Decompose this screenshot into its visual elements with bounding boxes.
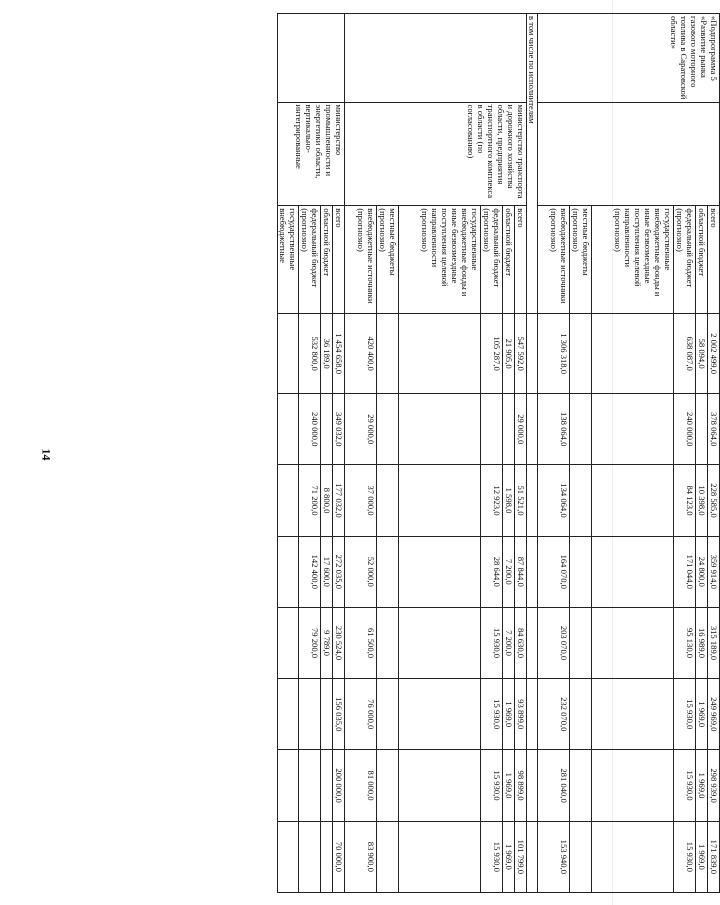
year-value-cell: 1 969,0: [696, 750, 708, 821]
year-value-cell: 8 800,0: [321, 465, 333, 536]
year-value-cell: 298 939,0: [708, 750, 720, 821]
total-value-cell: [399, 314, 481, 394]
year-value-cell: 29 000,0: [515, 394, 527, 465]
empty-cell: [527, 679, 538, 750]
year-value-cell: [592, 821, 674, 892]
year-value-cell: [278, 821, 299, 892]
executor-cell: министерство промышленности и энергетики области, вертикально-интегрированные: [278, 102, 345, 206]
year-value-cell: 249 969,0: [708, 679, 720, 750]
year-value-cell: 61 500,0: [345, 607, 377, 678]
total-value-cell: 547 592,0: [515, 314, 527, 394]
year-value-cell: 70 000,0: [333, 821, 345, 892]
empty-cell: [527, 536, 538, 607]
year-value-cell: 378 064,0: [708, 394, 720, 465]
funding-source-cell: государственные внебюджетные: [278, 206, 299, 314]
year-value-cell: [570, 465, 592, 536]
year-value-cell: 93 899,0: [515, 679, 527, 750]
year-value-cell: [570, 821, 592, 892]
executors-header: в том числе по исполнителям: [527, 14, 538, 314]
year-value-cell: 171 839,0: [708, 821, 720, 892]
year-value-cell: [399, 394, 481, 465]
year-value-cell: [399, 821, 481, 892]
year-value-cell: [592, 465, 674, 536]
funding-source-cell: областной бюджет: [503, 206, 515, 314]
year-value-cell: [377, 465, 399, 536]
funding-source-cell: областной бюджет: [321, 206, 333, 314]
budget-table-sheet: [270, 13, 720, 893]
year-value-cell: 37 000,0: [345, 465, 377, 536]
year-value-cell: 142 400,0: [299, 536, 321, 607]
year-value-cell: [321, 750, 333, 821]
year-value-cell: [278, 394, 299, 465]
year-value-cell: 52 000,0: [345, 536, 377, 607]
budget-table-body: [278, 14, 720, 893]
year-value-cell: [592, 536, 674, 607]
year-value-cell: [321, 821, 333, 892]
year-value-cell: [299, 821, 321, 892]
year-value-cell: [696, 394, 708, 465]
empty-cell: [527, 394, 538, 465]
funding-source-cell: федеральный бюджет (прогнозно): [674, 206, 696, 314]
year-value-cell: 15 930,0: [674, 750, 696, 821]
total-value-cell: [377, 314, 399, 394]
executor-cell: министерство транспорта и дорожного хозяйства области, предприятия транспортного комплекса в области (по согласованию): [345, 102, 527, 206]
table-row: [708, 14, 720, 893]
year-value-cell: 84 123,0: [674, 465, 696, 536]
funding-source-cell: всего: [515, 206, 527, 314]
year-value-cell: 1 969,0: [503, 679, 515, 750]
year-value-cell: 240 000,0: [674, 394, 696, 465]
year-value-cell: [399, 465, 481, 536]
year-value-cell: 171 044,0: [674, 536, 696, 607]
year-value-cell: 349 032,0: [333, 394, 345, 465]
year-value-cell: 7 200,0: [503, 536, 515, 607]
year-value-cell: [321, 394, 333, 465]
program-name-cell: [278, 14, 345, 103]
year-value-cell: [278, 679, 299, 750]
funding-source-cell: государственные внебюджетные фонды и иные безвозмездные поступления целевой направленности (прогнозно): [399, 206, 481, 314]
funding-source-cell: федеральный бюджет (прогнозно): [299, 206, 321, 314]
year-value-cell: 200 000,0: [333, 750, 345, 821]
year-value-cell: 15 930,0: [481, 679, 503, 750]
year-value-cell: [377, 394, 399, 465]
year-value-cell: [592, 607, 674, 678]
year-value-cell: 83 900,0: [345, 821, 377, 892]
year-value-cell: [570, 679, 592, 750]
year-value-cell: [278, 536, 299, 607]
year-value-cell: [399, 750, 481, 821]
year-value-cell: 29 000,0: [345, 394, 377, 465]
year-value-cell: [399, 679, 481, 750]
year-value-cell: 153 940,0: [538, 821, 570, 892]
year-value-cell: [399, 607, 481, 678]
year-value-cell: 95 130,0: [674, 607, 696, 678]
year-value-cell: 1 598,0: [503, 465, 515, 536]
year-value-cell: 7 200,0: [503, 607, 515, 678]
year-value-cell: 71 200,0: [299, 465, 321, 536]
year-value-cell: 232 070,0: [538, 679, 570, 750]
year-value-cell: 101 799,0: [515, 821, 527, 892]
year-value-cell: 15 930,0: [481, 821, 503, 892]
year-value-cell: [278, 607, 299, 678]
funding-source-cell: местные бюджеты (прогнозно): [570, 206, 592, 314]
year-value-cell: 15 930,0: [674, 679, 696, 750]
program-name-cell: «Подпрограмма 5 «Развитие рынка газового моторного топлива в Саратовской области»: [538, 14, 720, 103]
year-value-cell: 24 800,0: [696, 536, 708, 607]
year-value-cell: 15 930,0: [481, 750, 503, 821]
empty-cell: [527, 750, 538, 821]
funding-source-cell: внебюджетные источники (прогнозно): [345, 206, 377, 314]
year-value-cell: 1 969,0: [696, 679, 708, 750]
year-value-cell: [299, 679, 321, 750]
total-value-cell: 58 094,0: [696, 314, 708, 394]
year-value-cell: 15 930,0: [481, 607, 503, 678]
year-value-cell: 10 398,0: [696, 465, 708, 536]
total-value-cell: 420 400,0: [345, 314, 377, 394]
year-value-cell: 272 035,0: [333, 536, 345, 607]
year-value-cell: 1 969,0: [503, 821, 515, 892]
year-value-cell: 9 789,0: [321, 607, 333, 678]
total-value-cell: [278, 314, 299, 394]
empty-cell: [527, 821, 538, 892]
executor-cell: [538, 102, 720, 206]
total-value-cell: [592, 314, 674, 394]
year-value-cell: [377, 821, 399, 892]
year-value-cell: [321, 679, 333, 750]
year-value-cell: [377, 536, 399, 607]
year-value-cell: [570, 536, 592, 607]
year-value-cell: 79 200,0: [299, 607, 321, 678]
year-value-cell: 1 969,0: [696, 821, 708, 892]
funding-source-cell: всего: [333, 206, 345, 314]
total-value-cell: 21 905,0: [503, 314, 515, 394]
year-value-cell: [377, 607, 399, 678]
year-value-cell: [377, 679, 399, 750]
year-value-cell: [570, 750, 592, 821]
year-value-cell: 134 064,0: [538, 465, 570, 536]
funding-source-cell: федеральный бюджет (прогнозно): [481, 206, 503, 314]
year-value-cell: [278, 750, 299, 821]
year-value-cell: 177 032,0: [333, 465, 345, 536]
year-value-cell: 315 189,0: [708, 607, 720, 678]
year-value-cell: [503, 394, 515, 465]
year-value-cell: [299, 750, 321, 821]
year-value-cell: 98 899,0: [515, 750, 527, 821]
year-value-cell: [592, 394, 674, 465]
funding-source-cell: внебюджетные источники (прогнозно): [538, 206, 570, 314]
year-value-cell: 164 070,0: [538, 536, 570, 607]
program-name-cell: [345, 14, 527, 103]
executors-header-row: [527, 14, 538, 893]
total-value-cell: 105 287,0: [481, 314, 503, 394]
funding-source-cell: всего: [708, 206, 720, 314]
year-value-cell: 12 923,0: [481, 465, 503, 536]
year-value-cell: 156 035,0: [333, 679, 345, 750]
year-value-cell: 51 521,0: [515, 465, 527, 536]
year-value-cell: 138 064,0: [538, 394, 570, 465]
total-value-cell: 2 002 499,0: [708, 314, 720, 394]
empty-cell: [527, 465, 538, 536]
empty-cell: [527, 314, 538, 394]
page-number: 14: [39, 448, 54, 461]
table-row: [333, 14, 345, 893]
funding-source-cell: местные бюджеты (прогнозно): [377, 206, 399, 314]
year-value-cell: 228 585,0: [708, 465, 720, 536]
budget-table: [277, 13, 720, 893]
year-value-cell: 84 630,0: [515, 607, 527, 678]
year-value-cell: 203 070,0: [538, 607, 570, 678]
year-value-cell: 1 969,0: [503, 750, 515, 821]
year-value-cell: [592, 750, 674, 821]
total-value-cell: 36 189,0: [321, 314, 333, 394]
empty-cell: [527, 607, 538, 678]
year-value-cell: 87 844,0: [515, 536, 527, 607]
table-row: [515, 14, 527, 893]
year-value-cell: 15 930,0: [674, 821, 696, 892]
year-value-cell: 76 000,0: [345, 679, 377, 750]
funding-source-cell: государственные внебюджетные фонды и иные безвозмездные поступления целевой направленности (прогнозно): [592, 206, 674, 314]
year-value-cell: 281 040,0: [538, 750, 570, 821]
year-value-cell: [399, 536, 481, 607]
total-value-cell: 638 087,0: [674, 314, 696, 394]
funding-source-cell: областной бюджет: [696, 206, 708, 314]
year-value-cell: [570, 607, 592, 678]
year-value-cell: 230 524,0: [333, 607, 345, 678]
year-value-cell: [481, 394, 503, 465]
total-value-cell: [570, 314, 592, 394]
total-value-cell: 532 800,0: [299, 314, 321, 394]
year-value-cell: [377, 750, 399, 821]
total-value-cell: 1 306 318,0: [538, 314, 570, 394]
year-value-cell: [570, 394, 592, 465]
total-value-cell: 1 454 658,0: [333, 314, 345, 394]
year-value-cell: 81 000,0: [345, 750, 377, 821]
year-value-cell: [278, 465, 299, 536]
year-value-cell: 359 914,0: [708, 536, 720, 607]
year-value-cell: 240 000,0: [299, 394, 321, 465]
year-value-cell: 28 644,0: [481, 536, 503, 607]
year-value-cell: 16 989,0: [696, 607, 708, 678]
year-value-cell: 17 600,0: [321, 536, 333, 607]
year-value-cell: [592, 679, 674, 750]
